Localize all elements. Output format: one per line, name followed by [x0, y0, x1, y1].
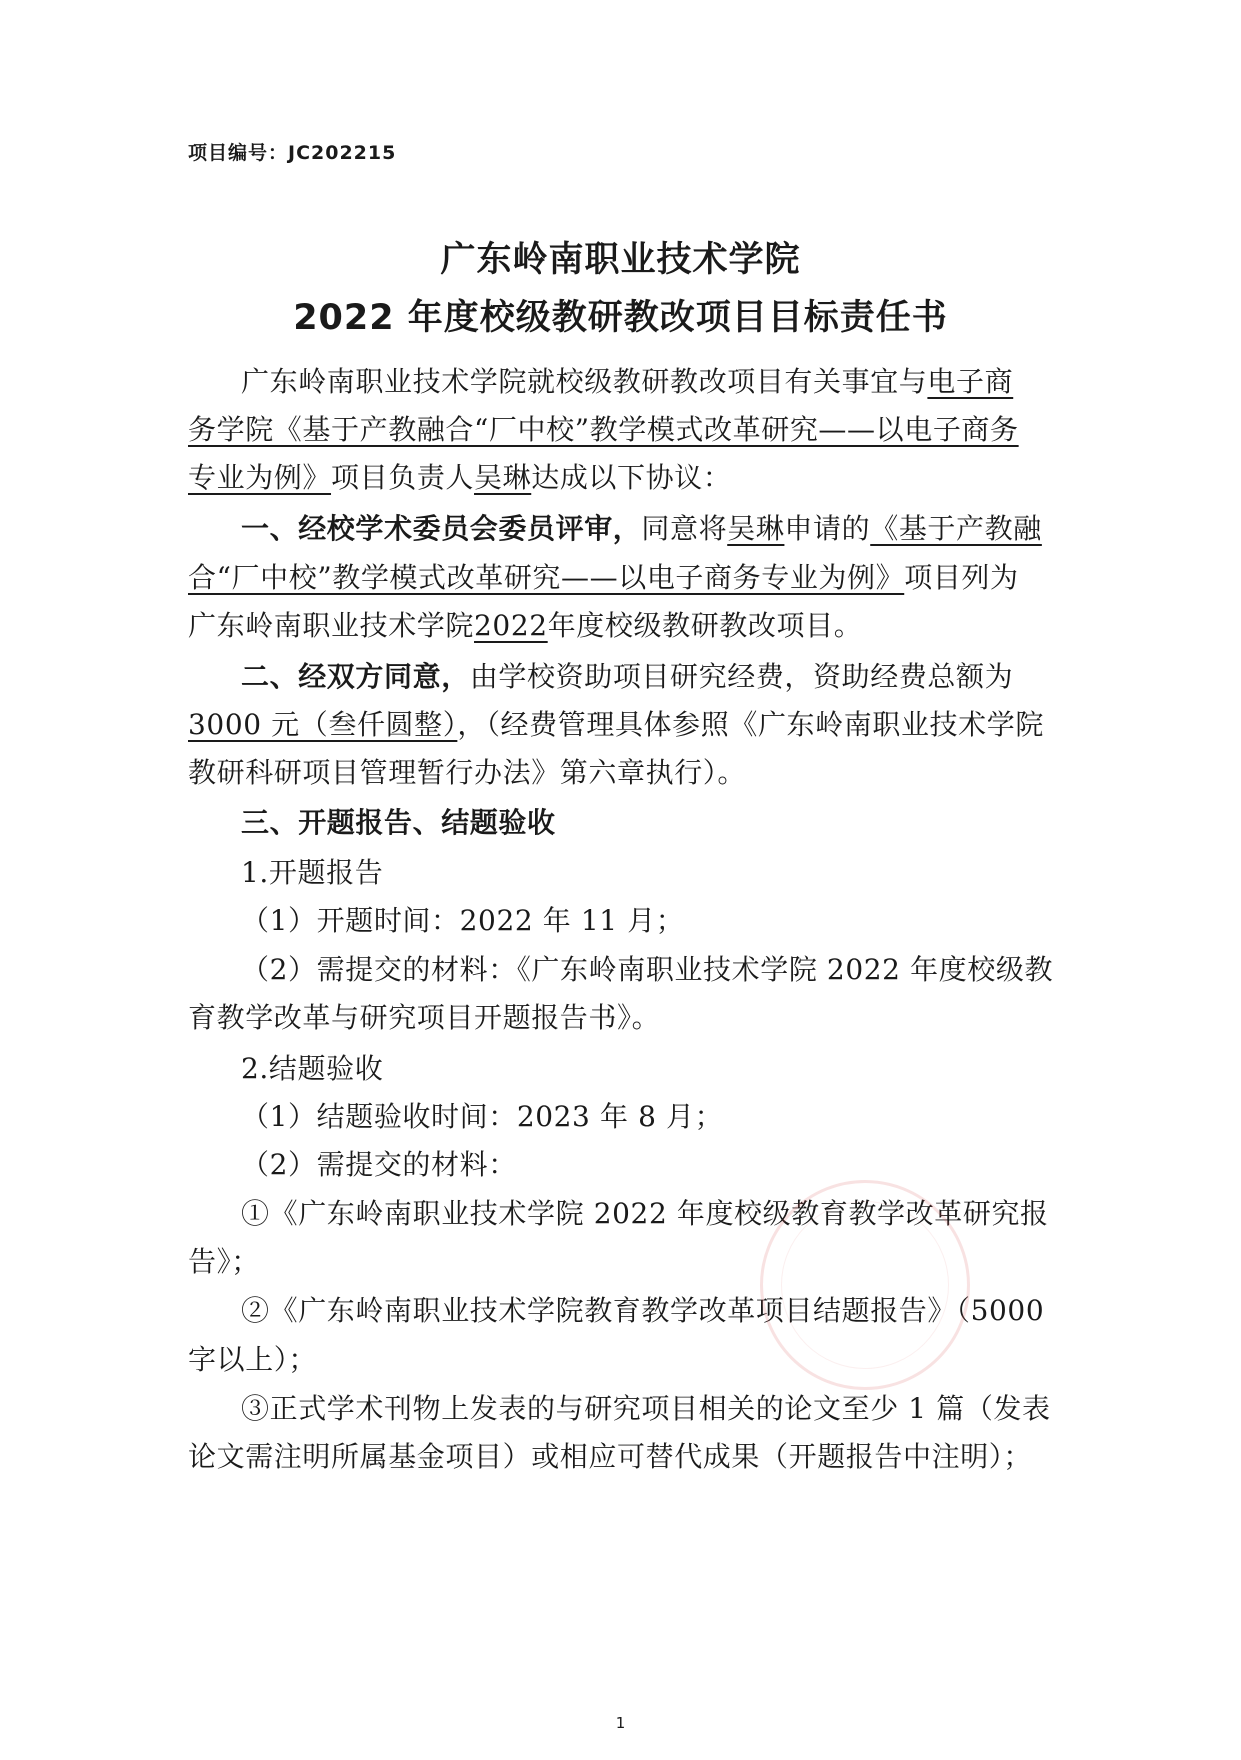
opening-materials-line2: 育教学改革与研究项目开题报告书》。 [188, 1001, 661, 1034]
para3-text: ，（经费管理具体参照《广东岭南职业技术学院 [457, 708, 1044, 741]
applicant-name: 吴琳 [727, 512, 785, 545]
material-item-3-line1: ③正式学术刊物上发表的与研究项目相关的论文至少 1 篇（发表 [241, 1392, 1051, 1425]
para1-text: 项目负责人 [331, 461, 475, 494]
faded-seal-stamp [760, 1180, 970, 1390]
material-item-2-line2: 字以上）； [188, 1343, 318, 1376]
para3-text: 由学校资助项目研究经费，资助经费总额为 [469, 660, 1014, 693]
acceptance-materials: （2）需提交的材料： [241, 1148, 517, 1181]
section-three-heading: 三、开题报告、结题验收 [241, 806, 556, 839]
opening-time: （1）开题时间：2022 年 11 月； [241, 904, 685, 937]
para3-line1 [241, 660, 1013, 694]
acceptance-time: （1）结题验收时间：2023 年 8 月； [241, 1100, 724, 1133]
para3-line3: 教研科研项目管理暂行办法》第六章执行）。 [188, 756, 747, 789]
para3-line2 [188, 708, 1044, 742]
project-leader: 吴琳 [474, 461, 532, 494]
project-name-start: 《基于产教融 [870, 512, 1042, 545]
material-item-3-line2: 论文需注明所属基金项目）或相应可替代成果（开题报告中注明）； [188, 1440, 1033, 1473]
para2-line3 [188, 609, 862, 643]
para2-line2 [188, 561, 1019, 595]
clause-two-heading: 二、经双方同意， [241, 660, 470, 693]
document-title-line2: 2022 年度校级教研教改项目目标责任书 [293, 298, 948, 338]
para2-text: 项目列为 [904, 561, 1019, 594]
para1-line3 [188, 461, 731, 495]
clause-one-heading: 一、经校学术委员会委员评审， [241, 512, 642, 545]
para1-line2: 务学院《基于产教融合“厂中校”教学模式改革研究——以电子商务 [188, 413, 1019, 446]
material-item-1-line2: 告》； [188, 1245, 260, 1278]
document-title-line1: 广东岭南职业技术学院 [440, 240, 801, 280]
para2-text: 同意将 [641, 512, 728, 545]
para2-text: 年度校级教研教改项目。 [547, 609, 863, 642]
acceptance-heading: 2.结题验收 [241, 1052, 384, 1085]
project-year: 2022 [474, 609, 548, 642]
project-number: 项目编号：JC202215 [188, 142, 397, 164]
para1-line1 [241, 365, 1013, 399]
opening-materials-line1: （2）需提交的材料：《广东岭南职业技术学院 2022 年度校级教 [241, 953, 1054, 986]
page-number: 1 [615, 1714, 626, 1732]
project-name-end: 专业为例》 [188, 461, 332, 494]
para1-text: 达成以下协议： [531, 461, 732, 494]
funding-amount: 3000 元（叁仟圆整） [188, 708, 458, 741]
college-name: 电子商 [927, 365, 1014, 398]
para2-text: 广东岭南职业技术学院 [188, 609, 475, 642]
opening-report-heading: 1.开题报告 [241, 856, 384, 889]
material-item-1-line1: ①《广东岭南职业技术学院 2022 年度校级教育教学改革研究报 [241, 1197, 1049, 1230]
para2-line1 [241, 512, 1042, 546]
para2-text: 申请的 [784, 512, 871, 545]
project-name-end: 合“厂中校”教学模式改革研究——以电子商务专业为例》 [188, 561, 905, 594]
para1-text: 广东岭南职业技术学院就校级教研教改项目有关事宜与 [241, 365, 928, 398]
material-item-2-line1: ②《广东岭南职业技术学院教育教学改革项目结题报告》（5000 [241, 1294, 1045, 1327]
